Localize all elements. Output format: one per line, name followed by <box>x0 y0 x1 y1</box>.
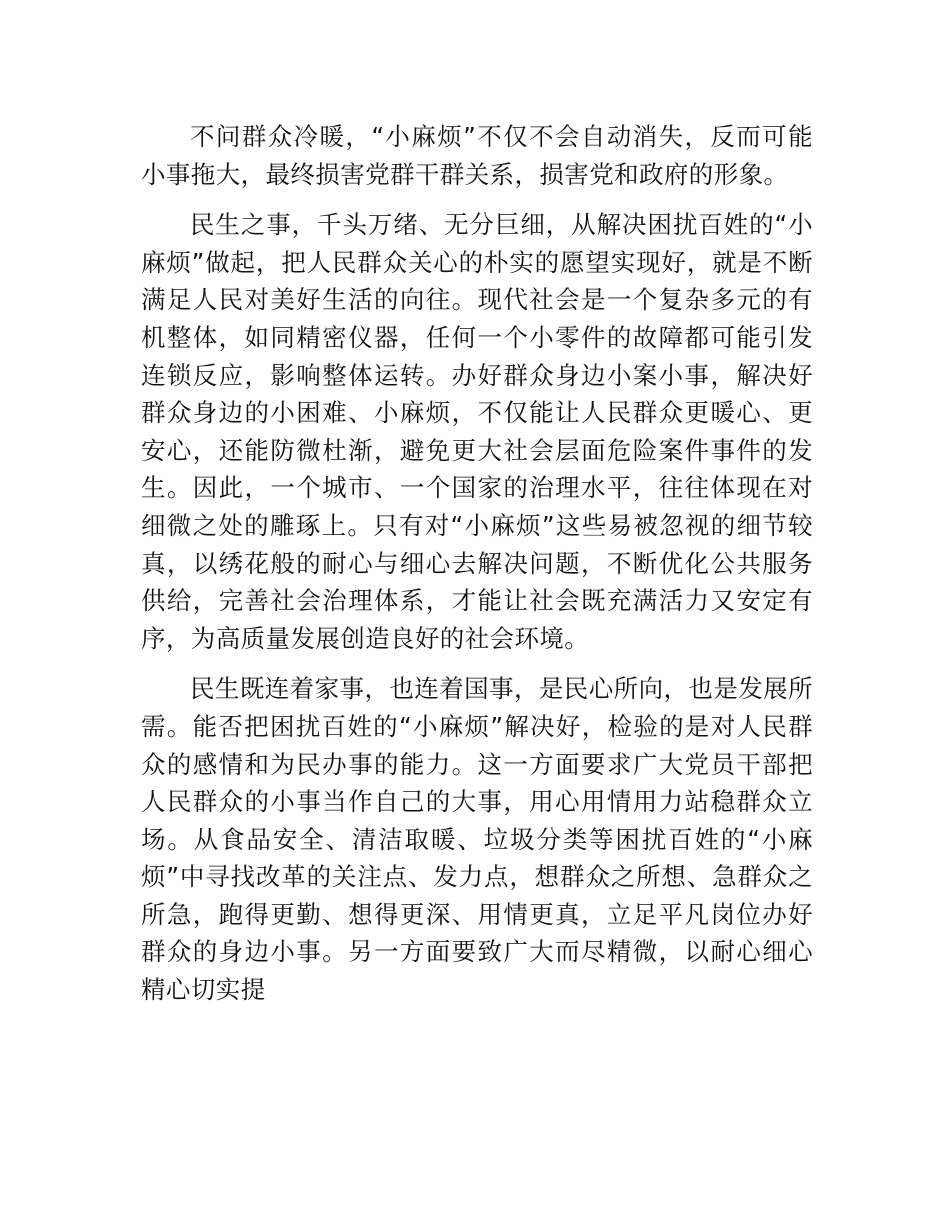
paragraph-1: 不问群众冷暖，“小麻烦”不仅不会自动消失，反而可能小事拖大，最终损害党群干群关系，损害党和政府的形象。 <box>141 122 813 189</box>
document-page <box>141 118 813 1009</box>
paragraph-2: 民生之事，千头万绪、无分巨细，从解决困扰百姓的“小麻烦”做起，把人民群众关心的朴实的愿望实现好，就是不断满足人民对美好生活的向往。现代社会是一个复杂多元的有机整体，如同精密仪器，任何一个小零件的故障都可能引发连锁反应，影响整体运转。办好群众身边小案小事，解决好群众身边的小困难、小麻烦，不仅能让人民群众更暖心、更安心，还能防微杜渐，避免更大社会层面危险案件事件的发生。因此，一个城市、一个国家的治理水平，往往体现在对细微之处的雕琢上。只有对“小麻烦”这些易被忽视的细节较真，以绣花般的耐心与细心去解决问题，不断优化公共服务供给，完善社会治理体系，才能让社会既充满活力又安定有序，为高质量发展创造良好的社会环境。 <box>141 210 813 653</box>
paragraph-3: 民生既连着家事，也连着国事，是民心所向，也是发展所需。能否把困扰百姓的“小麻烦”解决好，检验的是对人民群众的感情和为民办事的能力。这一方面要求广大党员干部把人民群众的小事当作自己的大事，用心用情用力站稳群众立场。从食品安全、清洁取暖、垃圾分类等困扰百姓的“小麻烦”中寻找改革的关注点、发力点，想群众之所想、急群众之所急，跑得更勤、想得更深、用情更真，立足平凡岗位办好群众的身边小事。另一方面要致广大而尽精微，以耐心细心精心切实提 <box>141 674 813 1005</box>
